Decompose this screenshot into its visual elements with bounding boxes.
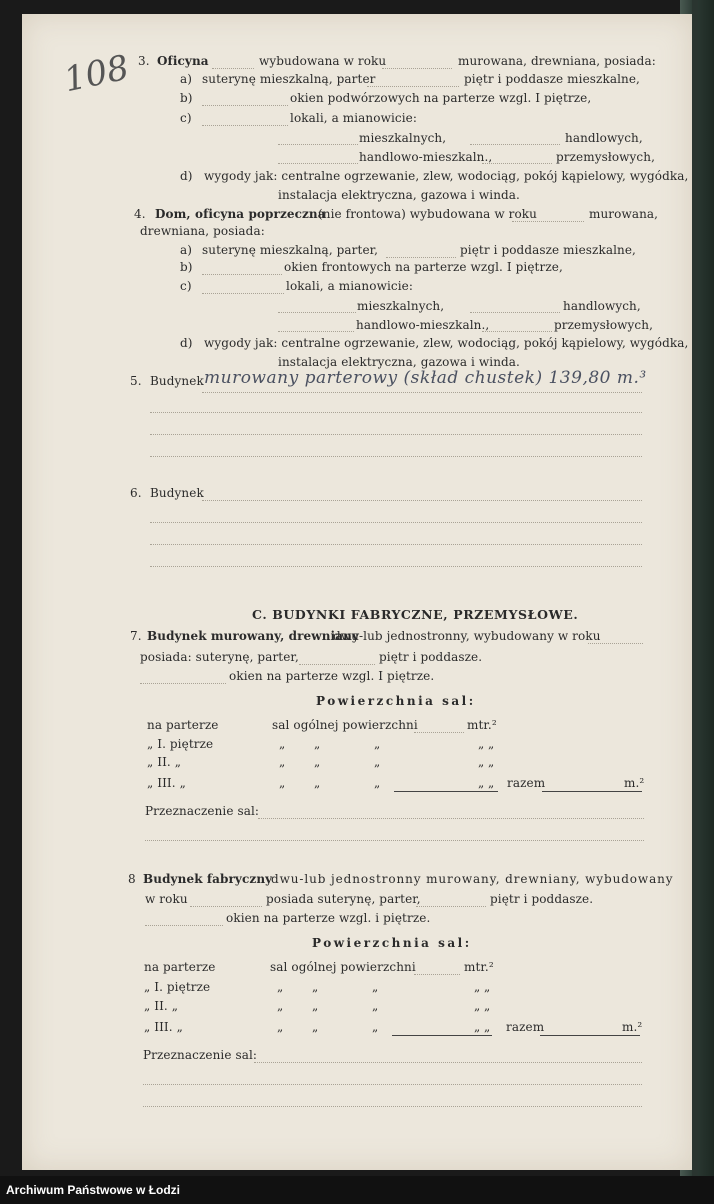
item-7-pietr: piętr i poddasze. — [379, 650, 483, 664]
item-4c-handlowo-mieszkaln: handlowo-mieszkaln., — [356, 318, 490, 332]
section-c-heading: C. BUDYNKI FABRYCZNE, PRZEMYSŁOWE. — [252, 607, 579, 622]
item-4c-mieszkalnych: mieszkalnych, — [357, 299, 445, 313]
fill-line — [150, 566, 642, 567]
document-page — [22, 14, 692, 1170]
fill-line — [382, 68, 452, 69]
item-3d-text: wygody jak: centralne ogrzewanie, zlew, wodociąg, pokój kąpielowy, wygódka, — [204, 169, 689, 183]
item-7-row-3-pietro: „ III. „ — [147, 776, 186, 790]
item-7-przeznaczenie: Przeznaczenie sal: — [145, 804, 260, 818]
item-8-row-2-pietro: „ II. „ — [144, 999, 179, 1013]
item-8-powierzchnia-heading: Powierzchnia sal: — [312, 936, 472, 950]
item-7-m2: m.² — [624, 776, 645, 790]
item-4a-label: a) — [180, 243, 193, 257]
fill-line — [202, 293, 284, 294]
item-3a-label: a) — [180, 72, 193, 86]
fill-line — [482, 331, 552, 332]
item-7-row-parter: na parterze — [147, 718, 219, 732]
item-3c-handlowo-mieszkaln: handlowo-mieszkaln., — [359, 150, 493, 164]
item-3-text: wybudowana w roku — [259, 54, 387, 68]
ditto-mark: „ — [478, 776, 485, 790]
item-7-mtr: mtr.² — [467, 718, 497, 732]
ditto-mark: „ — [372, 1020, 379, 1034]
archive-footer: Archiwum Państwowe w Łodzi — [0, 1176, 714, 1204]
ditto-mark: „ — [312, 1020, 319, 1034]
fill-line — [150, 434, 642, 435]
fill-line — [140, 683, 226, 684]
item-3-title: Oficyna — [157, 54, 209, 68]
binder-spine-edge — [692, 0, 698, 1176]
fill-line — [150, 456, 642, 457]
item-7-row-2-pietro: „ II. „ — [147, 755, 182, 769]
ditto-mark: „ — [314, 776, 321, 790]
item-4-number: 4. — [134, 207, 146, 221]
fill-line — [278, 312, 356, 313]
fill-line — [202, 105, 288, 106]
item-8-row-1-pietro: „ I. piętrze — [144, 980, 211, 994]
ditto-mark: „ — [372, 980, 379, 994]
fill-line — [143, 1084, 642, 1085]
item-3a-text-2: piętr i poddasze mieszkalne, — [464, 72, 640, 86]
fill-line — [278, 331, 354, 332]
item-3c-handlowych: handlowych, — [565, 131, 643, 145]
item-8-przeznaczenie: Przeznaczenie sal: — [143, 1048, 258, 1062]
item-5-label: Budynek — [150, 374, 204, 388]
fill-line — [278, 144, 358, 145]
item-4a-text: suterynę mieszkalną, parter, — [202, 243, 379, 257]
item-3d-label: d) — [180, 169, 193, 183]
fill-line — [150, 522, 642, 523]
ditto-mark: „ — [314, 755, 321, 769]
fill-line — [482, 163, 552, 164]
item-3c-text: lokali, a mianowicie: — [290, 111, 417, 125]
fill-line — [416, 906, 486, 907]
item-7-row-parter-text: sal ogólnej powierzchni — [272, 718, 418, 732]
fill-line — [254, 1062, 642, 1063]
ditto-mark: „ — [279, 755, 286, 769]
sum-line — [540, 1035, 640, 1036]
item-7-okien: okien na parterze wzgl. I piętrze. — [229, 669, 435, 683]
item-7-number: 7. — [130, 629, 142, 643]
item-6-label: Budynek — [150, 486, 204, 500]
ditto-mark: „ — [374, 755, 381, 769]
ditto-mark: „ — [474, 980, 481, 994]
ditto-mark: „ — [279, 776, 286, 790]
item-4c-text: lokali, a mianowicie: — [286, 279, 413, 293]
ditto-mark: „ — [312, 980, 319, 994]
ditto-mark: „ — [484, 1020, 491, 1034]
ditto-mark: „ — [478, 755, 485, 769]
fill-line — [588, 643, 643, 644]
ditto-mark: „ — [312, 999, 319, 1013]
item-8-row-parter: na parterze — [144, 960, 216, 974]
item-6-number: 6. — [130, 486, 142, 500]
fill-line — [202, 392, 642, 393]
ditto-mark: „ — [277, 980, 284, 994]
item-3b-text: okien podwórzowych na parterze wzgl. I piętrze, — [290, 91, 592, 105]
page-number-handwritten: 108 — [60, 47, 133, 101]
item-7-powierzchnia-heading: Powierzchnia sal: — [316, 694, 476, 708]
ditto-mark: „ — [488, 776, 495, 790]
item-4c-handlowych: handlowych, — [563, 299, 641, 313]
item-7-razem: razem — [507, 776, 546, 790]
item-3-text-2: murowana, drewniana, posiada: — [458, 54, 656, 68]
item-8-pietr: piętr i poddasze. — [490, 892, 594, 906]
ditto-mark: „ — [488, 755, 495, 769]
item-4b-label: b) — [180, 260, 193, 274]
sum-line — [542, 791, 642, 792]
ditto-mark: „ — [474, 1020, 481, 1034]
fill-line — [386, 257, 456, 258]
fill-line — [202, 274, 282, 275]
item-3c-label: c) — [180, 111, 192, 125]
fill-line — [512, 221, 584, 222]
item-3d-text-2: instalacja elektryczna, gazowa i winda. — [278, 188, 520, 202]
fill-line — [145, 840, 644, 841]
item-7-posiada: posiada: suterynę, parter, — [140, 650, 299, 664]
fill-line — [299, 664, 375, 665]
item-4d-text-2: instalacja elektryczna, gazowa i winda. — [278, 355, 520, 369]
item-4-text-2: murowana, — [589, 207, 659, 221]
sum-line — [394, 791, 498, 792]
item-8-row-parter-text: sal ogólnej powierzchni — [270, 960, 416, 974]
item-8-row-3-pietro: „ III. „ — [144, 1020, 183, 1034]
fill-line — [190, 906, 262, 907]
fill-line — [414, 732, 464, 733]
item-8-number: 8 — [128, 872, 136, 886]
ditto-mark: „ — [314, 737, 321, 751]
item-8-okien: okien na parterze wzgl. i piętrze. — [226, 911, 431, 925]
fill-line — [470, 144, 560, 145]
item-4d-text: wygody jak: centralne ogrzewanie, zlew, wodociąg, pokój kąpielowy, wygódka, — [204, 336, 689, 350]
ditto-mark: „ — [277, 999, 284, 1013]
item-4-text: (nie frontowa) wybudowana w roku — [318, 207, 538, 221]
fill-line — [143, 1106, 642, 1107]
sum-line — [392, 1035, 492, 1036]
ditto-mark: „ — [374, 776, 381, 790]
ditto-mark: „ — [484, 980, 491, 994]
item-5-number: 5. — [130, 374, 142, 388]
item-3c-mieszkalnych: mieszkalnych, — [359, 131, 447, 145]
item-4-text-3: drewniana, posiada: — [140, 224, 265, 238]
item-8-w-roku: w roku — [145, 892, 188, 906]
ditto-mark: „ — [484, 999, 491, 1013]
item-3a-text: suterynę mieszkalną, parter — [202, 72, 376, 86]
fill-line — [150, 544, 642, 545]
item-3c-przemyslowych: przemysłowych, — [556, 150, 655, 164]
ditto-mark: „ — [478, 737, 485, 751]
ditto-mark: „ — [474, 999, 481, 1013]
item-4c-label: c) — [180, 279, 192, 293]
item-3-number: 3. — [138, 54, 150, 68]
item-7-title: Budynek murowany, drewniany — [147, 629, 359, 643]
item-8-m2: m.² — [622, 1020, 643, 1034]
ditto-mark: „ — [488, 737, 495, 751]
fill-line — [367, 86, 459, 87]
fill-line — [202, 500, 642, 501]
fill-line — [278, 163, 358, 164]
item-4a-text-2: piętr i poddasze mieszkalne, — [460, 243, 636, 257]
item-4-title: Dom, oficyna poprzeczna — [155, 207, 326, 221]
item-4c-przemyslowych: przemysłowych, — [554, 318, 653, 332]
ditto-mark: „ — [372, 999, 379, 1013]
ditto-mark: „ — [279, 737, 286, 751]
fill-line — [202, 125, 288, 126]
item-4d-label: d) — [180, 336, 193, 350]
item-8-posiada: posiada suterynę, parter, — [266, 892, 421, 906]
item-8-mtr: mtr.² — [464, 960, 494, 974]
item-8-razem: razem — [506, 1020, 545, 1034]
item-7-text: dwu-lub jednostronny, wybudowany w roku — [333, 629, 601, 643]
item-5-handwritten-entry: murowany parterowy (skład chustek) 139,80 m.³ — [204, 368, 647, 388]
fill-line — [258, 818, 644, 819]
item-8-text: dwu-lub jednostronny murowany, drewniany, wybudowany — [271, 872, 674, 886]
item-4b-text: okien frontowych na parterze wzgl. I piętrze, — [284, 260, 563, 274]
fill-line — [414, 974, 460, 975]
ditto-mark: „ — [374, 737, 381, 751]
item-7-row-1-pietro: „ I. piętrze — [147, 737, 214, 751]
ditto-mark: „ — [277, 1020, 284, 1034]
item-3b-label: b) — [180, 91, 193, 105]
fill-line — [150, 412, 642, 413]
item-8-title: Budynek fabryczny — [143, 872, 273, 886]
fill-line — [470, 312, 560, 313]
fill-line — [145, 925, 223, 926]
fill-line — [212, 68, 254, 69]
